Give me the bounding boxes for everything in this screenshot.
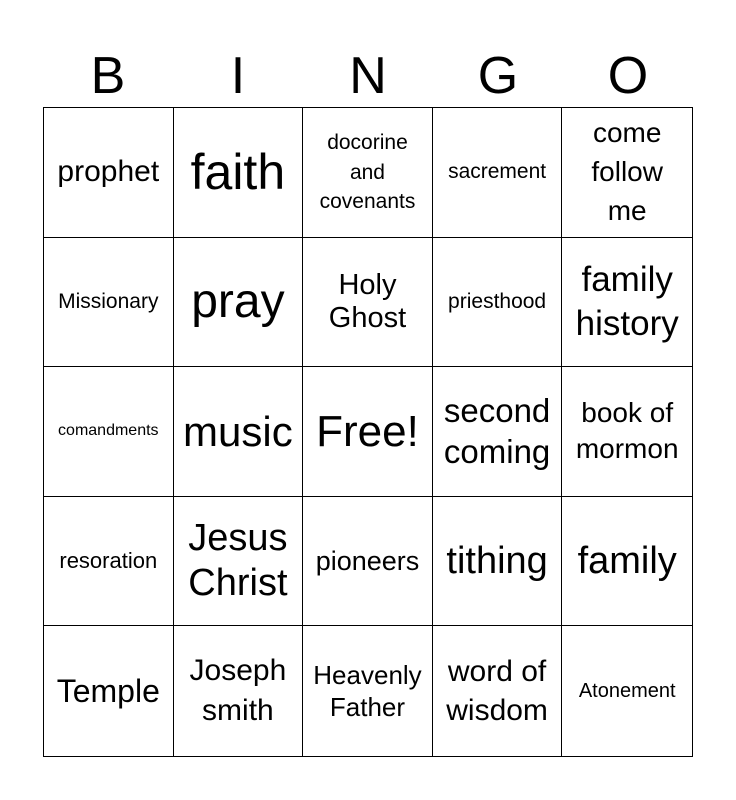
bingo-cell[interactable] (303, 367, 433, 497)
cell-text: Atonement (578, 679, 676, 702)
cell-text: family (577, 539, 677, 582)
bingo-cell[interactable] (44, 238, 174, 368)
cell-text: Joseph smith (189, 653, 287, 728)
header-letter-o: O (607, 47, 649, 105)
cell-text: prophet (57, 155, 160, 189)
cell-text: Heavenly Father (313, 659, 422, 723)
bingo-cell[interactable] (174, 626, 304, 756)
bingo-cell[interactable] (303, 626, 433, 756)
cell-text: music (183, 407, 293, 455)
header-letter-i: I (230, 47, 246, 105)
bingo-cell[interactable] (433, 108, 563, 238)
bingo-header (43, 44, 693, 108)
bingo-cell[interactable] (44, 108, 174, 238)
cell-text: comandments (58, 422, 159, 440)
bingo-board (43, 107, 693, 757)
header-letter-b: B (90, 47, 126, 105)
bingo-cell[interactable] (433, 497, 563, 627)
bingo-cell[interactable] (562, 238, 692, 368)
cell-text: word of wisdom (446, 655, 548, 728)
cell-text: family history (575, 260, 679, 343)
bingo-cell[interactable] (562, 367, 692, 497)
bingo-cell[interactable] (433, 238, 563, 368)
cell-text: docorine and covenants (319, 131, 416, 213)
cell-text: pray (191, 274, 285, 328)
header-letter-g: G (477, 47, 519, 105)
cell-text: Missionary (58, 290, 159, 314)
cell-text: faith (190, 144, 286, 201)
bingo-cell[interactable] (174, 238, 304, 368)
bingo-cell[interactable] (174, 108, 304, 238)
bingo-cell[interactable] (303, 108, 433, 238)
bingo-cell[interactable] (562, 626, 692, 756)
cell-text: book of mormon (575, 397, 679, 465)
bingo-cell[interactable] (303, 497, 433, 627)
bingo-cell[interactable] (174, 367, 304, 497)
cell-text: tithing (446, 539, 548, 582)
cell-text: Temple (56, 673, 160, 710)
cell-text: Holy Ghost (328, 269, 407, 334)
cell-text: Free! (316, 406, 419, 456)
cell-text: Jesus Christ (188, 516, 288, 605)
header-letter-n: N (349, 47, 387, 105)
cell-text: sacrement (448, 160, 547, 184)
cell-text: come follow me (591, 117, 663, 226)
bingo-cell[interactable] (433, 626, 563, 756)
bingo-cell[interactable] (44, 626, 174, 756)
cell-text: second coming (443, 391, 551, 471)
cell-text: priesthood (448, 290, 547, 314)
bingo-cell[interactable] (44, 497, 174, 627)
cell-text: pioneers (315, 545, 420, 576)
bingo-cell[interactable] (44, 367, 174, 497)
bingo-cell[interactable] (562, 497, 692, 627)
bingo-cell[interactable] (562, 108, 692, 238)
bingo-cell[interactable] (433, 367, 563, 497)
bingo-cell[interactable] (174, 497, 304, 627)
bingo-cell[interactable] (303, 238, 433, 368)
cell-text: resoration (59, 547, 158, 573)
